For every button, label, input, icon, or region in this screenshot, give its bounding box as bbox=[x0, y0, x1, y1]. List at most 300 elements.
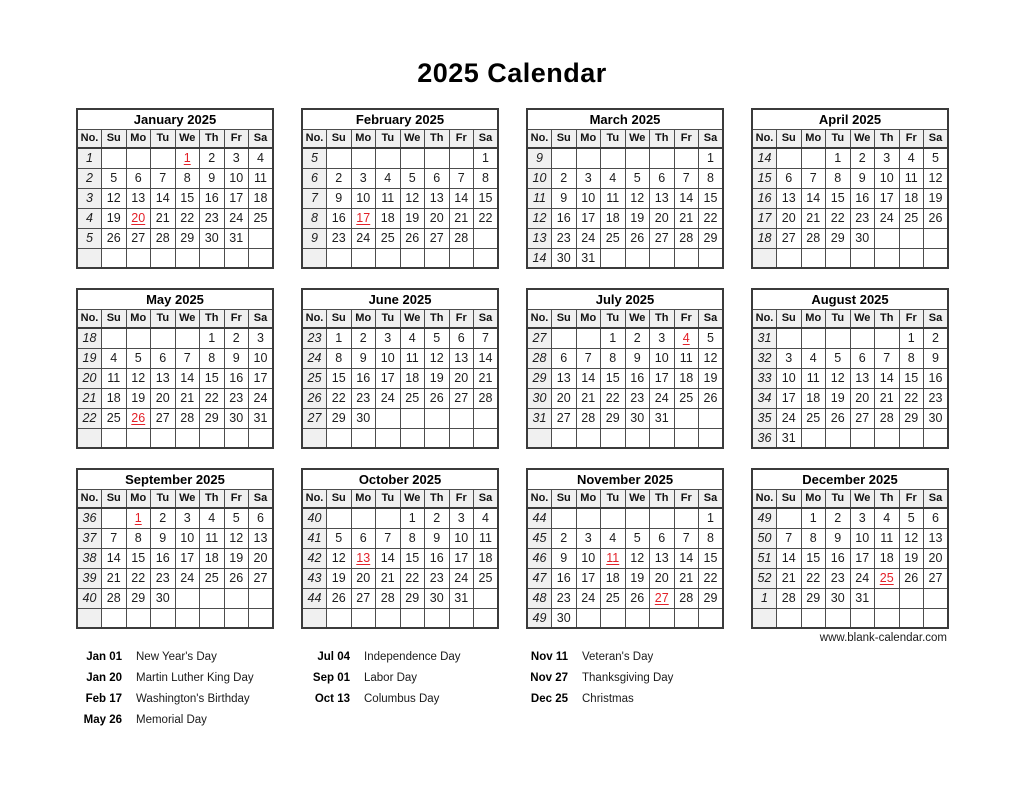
week-number-cell: 17 bbox=[752, 208, 777, 228]
day-cell bbox=[400, 188, 425, 208]
day-cell bbox=[449, 408, 474, 428]
day-cell bbox=[552, 188, 577, 208]
day-cell bbox=[625, 588, 650, 608]
day-cell bbox=[200, 588, 225, 608]
date-number: 2 bbox=[932, 331, 939, 346]
day-cell bbox=[200, 388, 225, 408]
day-cell bbox=[351, 148, 376, 168]
weekday-header: Th bbox=[650, 309, 675, 328]
date-number: 18 bbox=[405, 371, 420, 385]
day-cell bbox=[601, 328, 626, 348]
weekday-header-row bbox=[527, 489, 723, 508]
weekday-header: We bbox=[850, 489, 875, 508]
week-number-header: No. bbox=[527, 309, 552, 328]
date-number: 9 bbox=[560, 551, 568, 565]
week-number-cell: 21 bbox=[77, 388, 102, 408]
month-title: November 2025 bbox=[527, 469, 723, 489]
day-cell bbox=[899, 248, 924, 268]
week-number-cell: 13 bbox=[527, 228, 552, 248]
day-cell bbox=[650, 188, 675, 208]
month-body bbox=[77, 148, 273, 268]
day-cell bbox=[674, 568, 699, 588]
legend-row bbox=[40, 693, 254, 714]
date-number: 16 bbox=[928, 371, 943, 385]
weekday-header: Su bbox=[327, 309, 352, 328]
date-number: 14 bbox=[679, 191, 694, 205]
date-number: 3 bbox=[785, 351, 793, 365]
day-cell bbox=[899, 388, 924, 408]
weekday-header: Sa bbox=[249, 489, 274, 508]
day-cell bbox=[552, 228, 577, 248]
date-number: 7 bbox=[682, 531, 690, 545]
weekday-header: Fr bbox=[899, 309, 924, 328]
day-cell bbox=[924, 568, 949, 588]
date-number: 26 bbox=[405, 231, 420, 245]
week-number-cell: 42 bbox=[302, 548, 327, 568]
day-cell bbox=[200, 608, 225, 628]
day-cell bbox=[474, 528, 499, 548]
date-number: 5 bbox=[335, 531, 343, 545]
day-cell bbox=[576, 228, 601, 248]
legend-holiday-name: Washington's Birthday bbox=[136, 693, 250, 705]
week-row bbox=[752, 208, 948, 228]
date-number: 11 bbox=[606, 191, 620, 205]
weekday-header: We bbox=[850, 309, 875, 328]
date-number: 6 bbox=[359, 531, 367, 545]
day-cell bbox=[850, 168, 875, 188]
day-cell bbox=[899, 228, 924, 248]
day-cell bbox=[200, 208, 225, 228]
day-cell bbox=[400, 508, 425, 528]
date-number: 10 bbox=[454, 531, 469, 545]
holiday-date: 4 bbox=[682, 331, 690, 346]
date-number: 23 bbox=[429, 571, 444, 585]
day-cell bbox=[425, 548, 450, 568]
day-cell bbox=[126, 568, 151, 588]
date-number: 20 bbox=[454, 371, 469, 385]
day-cell bbox=[826, 168, 851, 188]
weekday-header: Th bbox=[650, 489, 675, 508]
date-number: 20 bbox=[781, 211, 796, 225]
date-number: 7 bbox=[883, 351, 891, 365]
day-cell bbox=[224, 608, 249, 628]
day-cell bbox=[327, 428, 352, 448]
weekday-header: Fr bbox=[449, 489, 474, 508]
date-number: 10 bbox=[356, 191, 371, 205]
day-cell bbox=[224, 148, 249, 168]
date-number: 30 bbox=[155, 591, 170, 605]
weekday-header: Mo bbox=[351, 129, 376, 148]
day-cell bbox=[850, 608, 875, 628]
week-number-cell: 2 bbox=[77, 168, 102, 188]
date-number: 12 bbox=[131, 371, 146, 385]
month-body bbox=[527, 148, 723, 268]
day-cell bbox=[224, 428, 249, 448]
date-number: 11 bbox=[880, 531, 894, 545]
date-number: 11 bbox=[904, 171, 918, 185]
week-number-cell: 38 bbox=[77, 548, 102, 568]
date-number: 2 bbox=[560, 171, 568, 185]
date-number: 20 bbox=[356, 571, 371, 585]
day-cell bbox=[175, 388, 200, 408]
day-cell bbox=[699, 408, 724, 428]
day-cell bbox=[175, 148, 200, 168]
day-cell bbox=[126, 328, 151, 348]
date-number: 19 bbox=[928, 191, 943, 205]
day-cell bbox=[449, 608, 474, 628]
date-number: 12 bbox=[331, 551, 346, 565]
day-cell bbox=[449, 588, 474, 608]
week-number-cell: 23 bbox=[302, 328, 327, 348]
week-number-cell: 44 bbox=[302, 588, 327, 608]
day-cell bbox=[650, 408, 675, 428]
day-cell bbox=[224, 408, 249, 428]
day-cell bbox=[400, 328, 425, 348]
week-row bbox=[527, 328, 723, 348]
week-row bbox=[302, 168, 498, 188]
date-number: 9 bbox=[858, 171, 866, 185]
day-cell bbox=[474, 388, 499, 408]
day-cell bbox=[777, 248, 802, 268]
date-number: 12 bbox=[229, 531, 244, 545]
day-cell bbox=[400, 348, 425, 368]
weekday-header: Fr bbox=[224, 129, 249, 148]
day-cell bbox=[576, 348, 601, 368]
weekday-header: Fr bbox=[674, 309, 699, 328]
date-number: 24 bbox=[581, 591, 596, 605]
weekday-header: Th bbox=[200, 489, 225, 508]
weekday-header: Mo bbox=[351, 309, 376, 328]
day-cell bbox=[601, 508, 626, 528]
day-cell bbox=[175, 428, 200, 448]
day-cell bbox=[899, 608, 924, 628]
date-number: 19 bbox=[429, 371, 444, 385]
weekday-header: Tu bbox=[601, 309, 626, 328]
day-cell bbox=[425, 328, 450, 348]
date-number: 28 bbox=[679, 591, 694, 605]
day-cell bbox=[449, 388, 474, 408]
weekday-header: Tu bbox=[376, 489, 401, 508]
weekday-header: Su bbox=[102, 129, 127, 148]
date-number: 21 bbox=[180, 391, 195, 405]
date-number: 15 bbox=[830, 191, 845, 205]
holiday-date: 25 bbox=[879, 571, 894, 585]
date-number: 14 bbox=[380, 551, 395, 565]
day-cell bbox=[351, 328, 376, 348]
date-number: 23 bbox=[356, 391, 371, 405]
weekday-header-row bbox=[302, 129, 498, 148]
day-cell bbox=[576, 548, 601, 568]
date-number: 19 bbox=[405, 211, 420, 225]
week-number-cell: 31 bbox=[752, 328, 777, 348]
date-number: 7 bbox=[183, 351, 191, 365]
date-number: 7 bbox=[159, 171, 167, 185]
week-number-cell: 27 bbox=[527, 328, 552, 348]
date-number: 14 bbox=[454, 191, 469, 205]
day-cell bbox=[425, 588, 450, 608]
day-cell bbox=[650, 368, 675, 388]
date-number: 24 bbox=[654, 391, 669, 405]
date-number: 23 bbox=[855, 211, 870, 225]
date-number: 13 bbox=[429, 191, 444, 205]
week-number-cell bbox=[752, 248, 777, 268]
day-cell bbox=[449, 168, 474, 188]
day-cell bbox=[924, 208, 949, 228]
day-cell bbox=[102, 368, 127, 388]
date-number: 14 bbox=[581, 371, 596, 385]
day-cell bbox=[151, 388, 176, 408]
legend-date: Nov 27 bbox=[530, 672, 568, 684]
date-number: 15 bbox=[180, 191, 195, 205]
week-row bbox=[527, 548, 723, 568]
day-cell bbox=[249, 568, 274, 588]
day-cell bbox=[850, 528, 875, 548]
date-number: 15 bbox=[904, 371, 919, 385]
day-cell bbox=[249, 188, 274, 208]
date-number: 21 bbox=[454, 211, 469, 225]
date-number: 10 bbox=[229, 171, 244, 185]
day-cell bbox=[801, 228, 826, 248]
day-cell bbox=[777, 388, 802, 408]
day-cell bbox=[200, 568, 225, 588]
weekday-header: Tu bbox=[826, 489, 851, 508]
date-number: 28 bbox=[781, 591, 796, 605]
week-number-cell: 15 bbox=[752, 168, 777, 188]
day-cell bbox=[801, 528, 826, 548]
weekday-header: Sa bbox=[474, 309, 499, 328]
week-number-cell: 30 bbox=[527, 388, 552, 408]
holiday-date: 17 bbox=[356, 211, 371, 225]
week-row bbox=[752, 388, 948, 408]
day-cell bbox=[351, 548, 376, 568]
day-cell bbox=[826, 408, 851, 428]
date-number: 4 bbox=[384, 171, 392, 185]
date-number: 29 bbox=[204, 411, 219, 425]
date-number: 13 bbox=[454, 351, 469, 365]
date-number: 22 bbox=[806, 571, 821, 585]
date-number: 3 bbox=[359, 171, 367, 185]
day-cell bbox=[674, 168, 699, 188]
day-cell bbox=[924, 188, 949, 208]
date-number: 3 bbox=[457, 511, 465, 526]
date-number: 3 bbox=[858, 511, 866, 526]
day-cell bbox=[224, 208, 249, 228]
week-number-cell: 48 bbox=[527, 588, 552, 608]
date-number: 15 bbox=[605, 371, 620, 385]
weekday-header: Tu bbox=[376, 129, 401, 148]
date-number: 16 bbox=[556, 571, 571, 585]
date-number: 23 bbox=[556, 591, 571, 605]
weekday-header: Su bbox=[777, 309, 802, 328]
week-row bbox=[752, 368, 948, 388]
weekday-header-row bbox=[752, 129, 948, 148]
day-cell bbox=[552, 508, 577, 528]
day-cell bbox=[924, 508, 949, 528]
day-cell bbox=[924, 348, 949, 368]
day-cell bbox=[801, 248, 826, 268]
day-cell bbox=[327, 508, 352, 528]
day-cell bbox=[376, 428, 401, 448]
date-number: 13 bbox=[253, 531, 268, 545]
legend-holiday-name: Memorial Day bbox=[136, 714, 207, 726]
date-number: 6 bbox=[560, 351, 568, 365]
legend-row bbox=[486, 651, 673, 672]
day-cell bbox=[126, 508, 151, 528]
date-number: 13 bbox=[654, 191, 669, 205]
weekday-header: Th bbox=[200, 309, 225, 328]
weekday-header-row bbox=[77, 489, 273, 508]
date-number: 14 bbox=[478, 351, 493, 365]
weekday-header: Su bbox=[102, 309, 127, 328]
day-cell bbox=[801, 208, 826, 228]
date-number: 24 bbox=[253, 391, 268, 405]
day-cell bbox=[224, 588, 249, 608]
date-number: 27 bbox=[429, 231, 444, 245]
weekday-header: We bbox=[400, 129, 425, 148]
day-cell bbox=[899, 368, 924, 388]
date-number: 12 bbox=[703, 351, 718, 365]
date-number: 21 bbox=[380, 571, 395, 585]
day-cell bbox=[376, 588, 401, 608]
week-row bbox=[77, 588, 273, 608]
weekday-header-row bbox=[752, 489, 948, 508]
date-number: 15 bbox=[331, 371, 346, 385]
website-link[interactable]: www.blank-calendar.com bbox=[819, 632, 947, 644]
day-cell bbox=[175, 188, 200, 208]
week-row bbox=[752, 348, 948, 368]
date-number: 5 bbox=[932, 151, 939, 166]
date-number: 9 bbox=[560, 191, 568, 205]
day-cell bbox=[625, 508, 650, 528]
day-cell bbox=[200, 368, 225, 388]
day-cell bbox=[351, 188, 376, 208]
date-number: 17 bbox=[581, 211, 596, 225]
day-cell bbox=[601, 248, 626, 268]
date-number: 18 bbox=[478, 551, 493, 565]
date-number: 29 bbox=[904, 411, 919, 425]
day-cell bbox=[224, 568, 249, 588]
legend-date: May 26 bbox=[83, 714, 122, 726]
date-number: 17 bbox=[781, 391, 796, 405]
weekday-header: Sa bbox=[249, 309, 274, 328]
day-cell bbox=[474, 428, 499, 448]
day-cell bbox=[625, 388, 650, 408]
date-number: 14 bbox=[679, 551, 694, 565]
date-number: 30 bbox=[356, 411, 371, 425]
day-cell bbox=[850, 548, 875, 568]
day-cell bbox=[601, 228, 626, 248]
day-cell bbox=[801, 548, 826, 568]
date-number: 23 bbox=[204, 211, 219, 225]
day-cell bbox=[249, 608, 274, 628]
date-number: 8 bbox=[335, 351, 343, 365]
week-number-header: No. bbox=[527, 129, 552, 148]
day-cell bbox=[425, 228, 450, 248]
day-cell bbox=[826, 368, 851, 388]
day-cell bbox=[126, 188, 151, 208]
date-number: 16 bbox=[855, 191, 870, 205]
weekday-header: Fr bbox=[449, 309, 474, 328]
legend-date: Jan 01 bbox=[86, 651, 122, 663]
day-cell bbox=[175, 248, 200, 268]
day-cell bbox=[224, 548, 249, 568]
day-cell bbox=[777, 348, 802, 368]
day-cell bbox=[151, 168, 176, 188]
legend-row bbox=[40, 672, 254, 693]
day-cell bbox=[327, 328, 352, 348]
day-cell bbox=[200, 188, 225, 208]
day-cell bbox=[801, 608, 826, 628]
date-number: 13 bbox=[781, 191, 796, 205]
date-number: 30 bbox=[855, 231, 870, 245]
month-calendar bbox=[76, 108, 274, 269]
date-number: 12 bbox=[405, 191, 420, 205]
date-number: 28 bbox=[180, 411, 195, 425]
date-number: 5 bbox=[633, 171, 641, 185]
weekday-header: Sa bbox=[249, 129, 274, 148]
day-cell bbox=[249, 208, 274, 228]
day-cell bbox=[625, 248, 650, 268]
day-cell bbox=[351, 228, 376, 248]
day-cell bbox=[899, 208, 924, 228]
day-cell bbox=[875, 368, 900, 388]
week-row bbox=[302, 148, 498, 168]
date-number: 26 bbox=[630, 231, 645, 245]
day-cell bbox=[126, 428, 151, 448]
day-cell bbox=[875, 528, 900, 548]
day-cell bbox=[777, 528, 802, 548]
date-number: 4 bbox=[408, 331, 416, 346]
month-calendar bbox=[301, 288, 499, 449]
date-number: 27 bbox=[928, 571, 943, 585]
holiday-date: 26 bbox=[131, 411, 146, 425]
day-cell bbox=[474, 328, 499, 348]
day-cell bbox=[576, 188, 601, 208]
day-cell bbox=[474, 368, 499, 388]
date-number: 29 bbox=[703, 591, 718, 605]
date-number: 21 bbox=[679, 211, 694, 225]
day-cell bbox=[376, 508, 401, 528]
date-number: 24 bbox=[581, 231, 596, 245]
week-number-cell: 11 bbox=[527, 188, 552, 208]
date-number: 4 bbox=[609, 531, 617, 545]
day-cell bbox=[826, 548, 851, 568]
day-cell bbox=[449, 208, 474, 228]
day-cell bbox=[102, 228, 127, 248]
date-number: 29 bbox=[806, 591, 821, 605]
week-number-cell: 18 bbox=[77, 328, 102, 348]
day-cell bbox=[151, 208, 176, 228]
day-cell bbox=[699, 428, 724, 448]
day-cell bbox=[699, 528, 724, 548]
day-cell bbox=[850, 428, 875, 448]
day-cell bbox=[899, 188, 924, 208]
date-number: 1 bbox=[834, 151, 842, 166]
day-cell bbox=[449, 148, 474, 168]
week-row bbox=[527, 608, 723, 628]
date-number: 17 bbox=[879, 191, 894, 205]
date-number: 19 bbox=[229, 551, 244, 565]
date-number: 26 bbox=[703, 391, 718, 405]
day-cell bbox=[126, 608, 151, 628]
day-cell bbox=[449, 228, 474, 248]
day-cell bbox=[249, 248, 274, 268]
day-cell bbox=[425, 348, 450, 368]
month-calendar bbox=[76, 468, 274, 629]
date-number: 22 bbox=[331, 391, 346, 405]
day-cell bbox=[400, 168, 425, 188]
day-cell bbox=[777, 428, 802, 448]
